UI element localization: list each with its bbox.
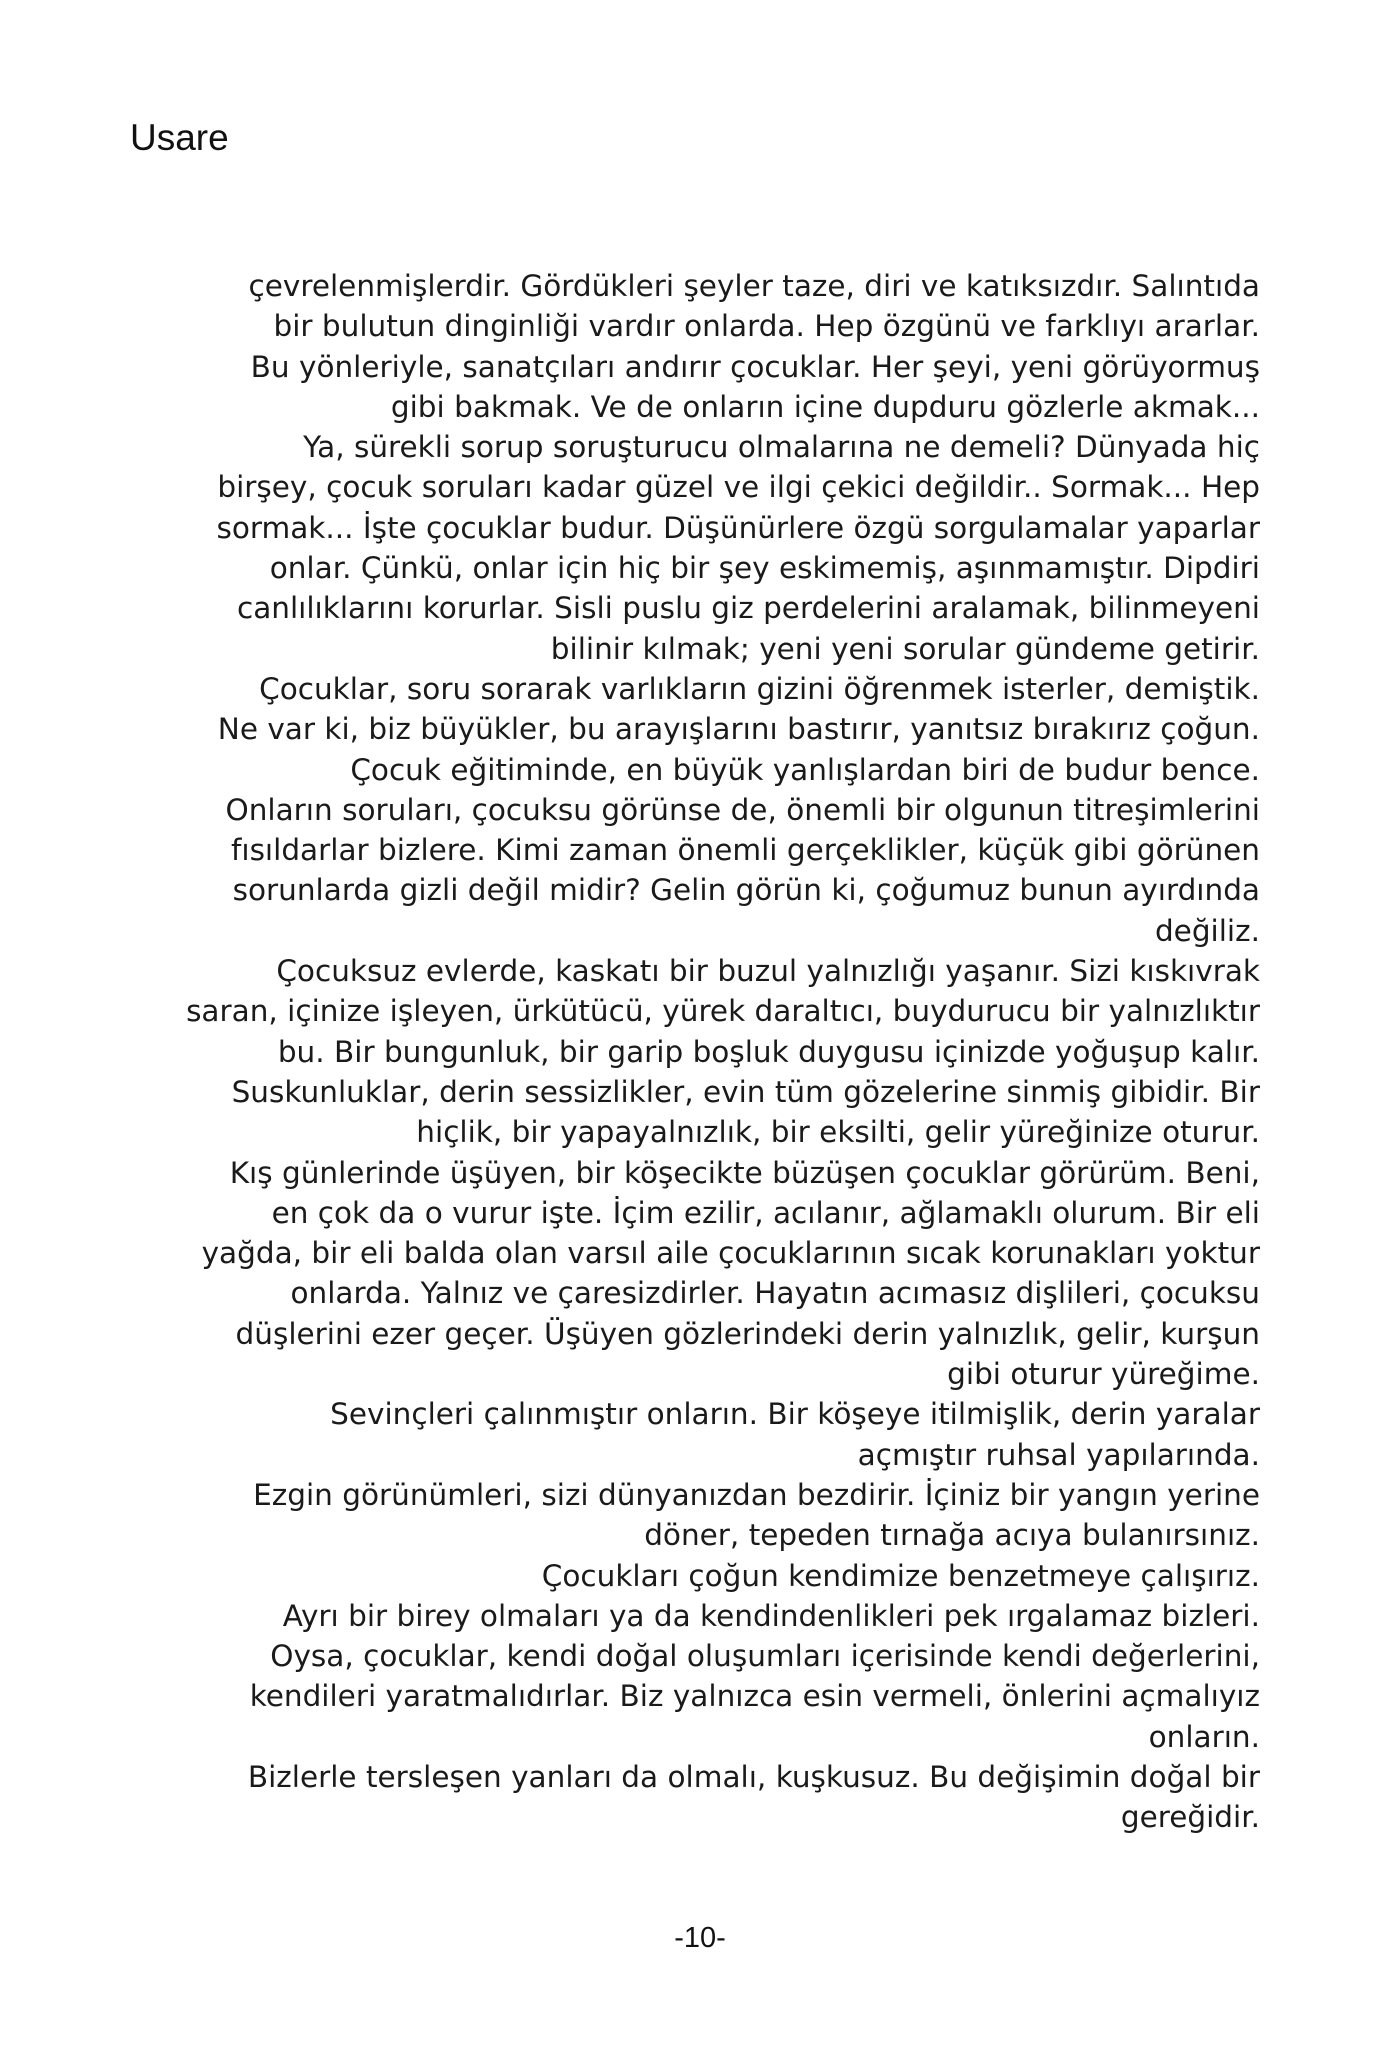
text-line: Çocuklar, soru sorarak varlıkların gizini öğrenmek isterler, demiştik. — [259, 671, 1260, 706]
text-line: Ayrı bir birey olmaları ya da kendindenlikleri pek ırgalamaz bizleri. — [282, 1598, 1260, 1633]
text-line: Ya, sürekli sorup soruşturucu olmalarına ne demeli? Dünyada hiç — [303, 430, 1260, 465]
text-line: hiçlik, bir yapayalnızlık, bir eksilti, gelir yüreğinize oturur. — [416, 1115, 1260, 1150]
text-line: düşlerini ezer geçer. Üşüyen gözlerindeki derin yalnızlık, gelir, kurşun — [235, 1316, 1260, 1351]
text-line: Çocukları çoğun kendimize benzetmeye çalışırız. — [541, 1558, 1260, 1593]
text-line: Ne var ki, biz büyükler, bu arayışlarını bastırır, yanıtsız bırakırız çoğun. — [217, 712, 1260, 747]
body-text — [180, 266, 1260, 1838]
text-line: gibi bakmak. Ve de onların içine dupduru gözlerle akmak... — [390, 389, 1260, 424]
text-line: saran, içinize işleyen, ürkütücü, yürek daraltıcı, buydurucu bir yalnızlıktır — [186, 994, 1260, 1029]
text-line: gibi oturur yüreğime. — [947, 1357, 1260, 1392]
text-line: çevrelenmişlerdir. Gördükleri şeyler taze, diri ve katıksızdır. Salıntıda — [248, 269, 1260, 303]
text-line: Çocuksuz evlerde, kaskatı bir buzul yalnızlığı yaşanır. Sizi kıskıvrak — [276, 954, 1260, 989]
running-header-title: Usare — [130, 117, 229, 158]
text-line: Çocuk eğitiminde, en büyük yanlışlardan biri de budur bence. — [350, 752, 1260, 787]
text-line: canlılıklarını korurlar. Sisli puslu giz perdelerini aralamak, bilinmeyeni — [236, 591, 1260, 626]
text-line: birşey, çocuk soruları kadar güzel ve ilgi çekici değildir.. Sormak... Hep — [217, 470, 1260, 505]
text-line: değiliz. — [1154, 913, 1260, 948]
text-line: Ezgin görünümleri, sizi dünyanızdan bezdirir. İçiniz bir yangın yerine — [253, 1477, 1260, 1512]
text-line: kendileri yaratmalıdırlar. Biz yalnızca esin vermeli, önlerini açmalıyız — [249, 1679, 1260, 1714]
text-line: sormak... İşte çocuklar budur. Düşünürlere özgü sorgulamalar yaparlar — [216, 510, 1260, 545]
text-line: açmıştır ruhsal yapılarında. — [857, 1437, 1260, 1472]
text-line: Bu yönleriyle, sanatçıları andırır çocuklar. Her şeyi, yeni görüyormuş — [250, 349, 1260, 384]
text-line: onların. — [1148, 1719, 1260, 1754]
text-line: Onların soruları, çocuksu görünse de, önemli bir olgunun titreşimlerini — [225, 792, 1260, 827]
text-line: onlar. Çünkü, onlar için hiç bir şey eskimemiş, aşınmamıştır. Dipdiri — [269, 551, 1260, 586]
text-line: bir bulutun dinginliği vardır onlarda. Hep özgünü ve farklıyı ararlar. — [273, 309, 1260, 344]
text-line: Oysa, çocuklar, kendi doğal oluşumları içerisinde kendi değerlerini, — [270, 1639, 1260, 1674]
text-line: onlarda. Yalnız ve çaresizdirler. Hayatın acımasız dişlileri, çocuksu — [290, 1276, 1260, 1311]
text-line: bu. Bir bungunluk, bir garip boşluk duygusu içinizde yoğuşup kalır. — [277, 1034, 1260, 1069]
text-line: sorunlarda gizli değil midir? Gelin görün ki, çoğumuz bunun ayırdında — [232, 873, 1260, 908]
page-number: -10- — [674, 1922, 726, 1954]
text-line: Sevinçleri çalınmıştır onların. Bir köşeye itilmişlik, derin yaralar — [330, 1397, 1260, 1432]
text-line: Bizlerle tersleşen yanları da olmalı, kuşkusuz. Bu değişimin doğal bir — [247, 1759, 1260, 1794]
text-line: fısıldarlar bizlere. Kimi zaman önemli gerçeklikler, küçük gibi görünen — [230, 833, 1260, 868]
text-line: yağda, bir eli balda olan varsıl aile çocuklarının sıcak korunakları yoktur — [201, 1236, 1260, 1271]
text-line: Kış günlerinde üşüyen, bir köşecikte büzüşen çocuklar görürüm. Beni, — [229, 1155, 1260, 1190]
text-line: Suskunluklar, derin sessizlikler, evin tüm gözelerine sinmiş gibidir. Bir — [231, 1074, 1260, 1109]
text-line: bilinir kılmak; yeni yeni sorular gündeme getirir. — [550, 631, 1260, 666]
text-line: en çok da o vurur işte. İçim ezilir, acılanır, ağlamaklı olurum. Bir eli — [271, 1195, 1260, 1230]
text-line: gereğidir. — [1120, 1800, 1260, 1835]
text-line: döner, tepeden tırnağa acıya bulanırsınız. — [644, 1518, 1260, 1553]
